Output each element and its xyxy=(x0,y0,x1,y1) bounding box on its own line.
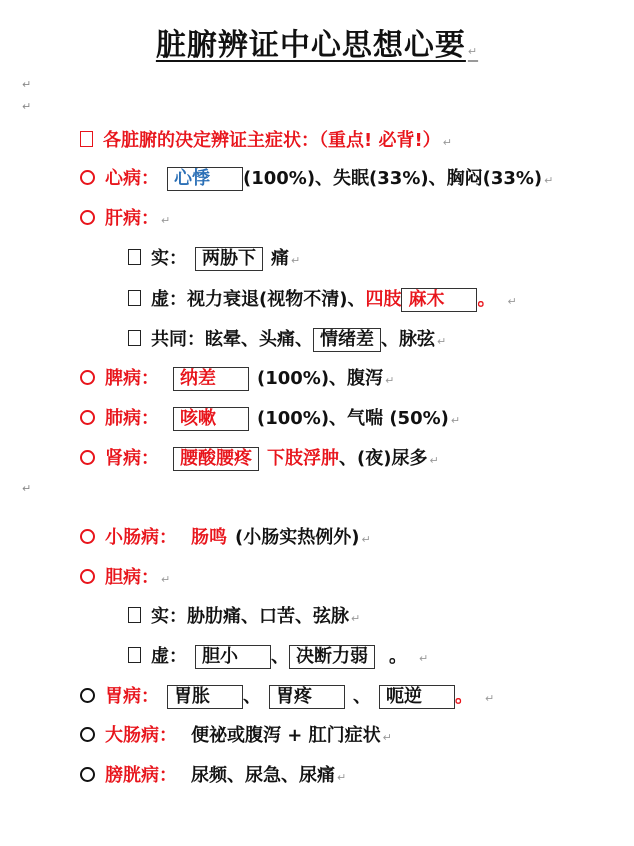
keyword-box: 胆小 xyxy=(195,645,271,669)
gallbladder-xu-row: 虚： 胆小 、 决断力弱 。 ↵ xyxy=(128,645,428,671)
kidney-row: 肾病： 腰酸腰疼 下肢浮肿、(夜)尿多 ↵ xyxy=(80,447,439,473)
circle-bullet-icon xyxy=(80,727,95,742)
circle-bullet-icon xyxy=(80,450,95,465)
circle-bullet-icon xyxy=(80,569,95,584)
empty-paragraph-mark: ↵ xyxy=(22,78,32,91)
keyword-box: 腰酸腰疼 xyxy=(173,447,259,471)
keyword-box: 胃疼 xyxy=(269,685,345,709)
liver-common-row: 共同：眩晕、头痛、 情绪差 、脉弦 ↵ xyxy=(128,328,446,354)
keyword-box: 纳差 xyxy=(173,367,249,391)
checkbox-icon xyxy=(128,647,141,663)
keyword-box: 决断力弱 xyxy=(289,645,375,669)
keyword-box: 情绪差 xyxy=(313,328,381,352)
keyword-box: 麻木 xyxy=(401,288,477,312)
circle-bullet-icon xyxy=(80,210,95,225)
checkbox-icon xyxy=(128,290,141,306)
circle-bullet-icon xyxy=(80,529,95,544)
gallbladder-row: 胆病： ↵ xyxy=(80,566,170,592)
empty-paragraph-mark: ↵ xyxy=(22,482,32,495)
small-intestine-row: 小肠病： 肠鸣 (小肠实热例外) ↵ xyxy=(80,526,371,552)
large-intestine-row: 大肠病： 便祕或腹泻 + 肛门症状 ↵ xyxy=(80,724,392,750)
heart-row: 心病： 心悸 (100%)、失眠(33%)、胸闷(33%) ↵ xyxy=(80,167,553,193)
circle-bullet-icon xyxy=(80,170,95,185)
empty-paragraph-mark: ↵ xyxy=(22,100,32,113)
liver-xu-row: 虚：视力衰退(视物不清)、四肢 麻木 。 ↵ xyxy=(128,288,517,314)
document-title: 脏腑辨证中心思想心要 ↵ xyxy=(155,28,479,63)
keyword-box: 胃胀 xyxy=(167,685,243,709)
circle-bullet-icon xyxy=(80,410,95,425)
bladder-row: 膀胱病： 尿频、尿急、尿痛 ↵ xyxy=(80,764,346,790)
checkbox-icon xyxy=(128,330,141,346)
liver-row: 肝病： ↵ xyxy=(80,207,170,233)
keyword-box: 两胁下 xyxy=(195,247,263,271)
circle-bullet-icon xyxy=(80,688,95,703)
checkbox-icon xyxy=(128,607,141,623)
section-heading: 各脏腑的决定辨证主症状：（重点! 必背!） ↵ xyxy=(80,129,452,155)
keyword-box: 咳嗽 xyxy=(173,407,249,431)
spleen-row: 脾病： 纳差 (100%)、腹泻 ↵ xyxy=(80,367,394,393)
lung-row: 肺病： 咳嗽 (100%)、气喘 (50%) ↵ xyxy=(80,407,460,433)
gallbladder-shi-row: 实：胁肋痛、口苦、弦脉 ↵ xyxy=(128,605,360,631)
stomach-row: 胃病： 胃胀 、 胃疼 、 呃逆 。 ↵ xyxy=(80,685,494,711)
circle-bullet-icon xyxy=(80,767,95,782)
checkbox-icon xyxy=(128,249,141,265)
circle-bullet-icon xyxy=(80,370,95,385)
keyword-box: 呃逆 xyxy=(379,685,455,709)
liver-shi-row: 实： 两胁下 痛 ↵ xyxy=(128,247,300,273)
keyword-box: 心悸 xyxy=(167,167,243,191)
checkbox-icon xyxy=(80,131,93,147)
